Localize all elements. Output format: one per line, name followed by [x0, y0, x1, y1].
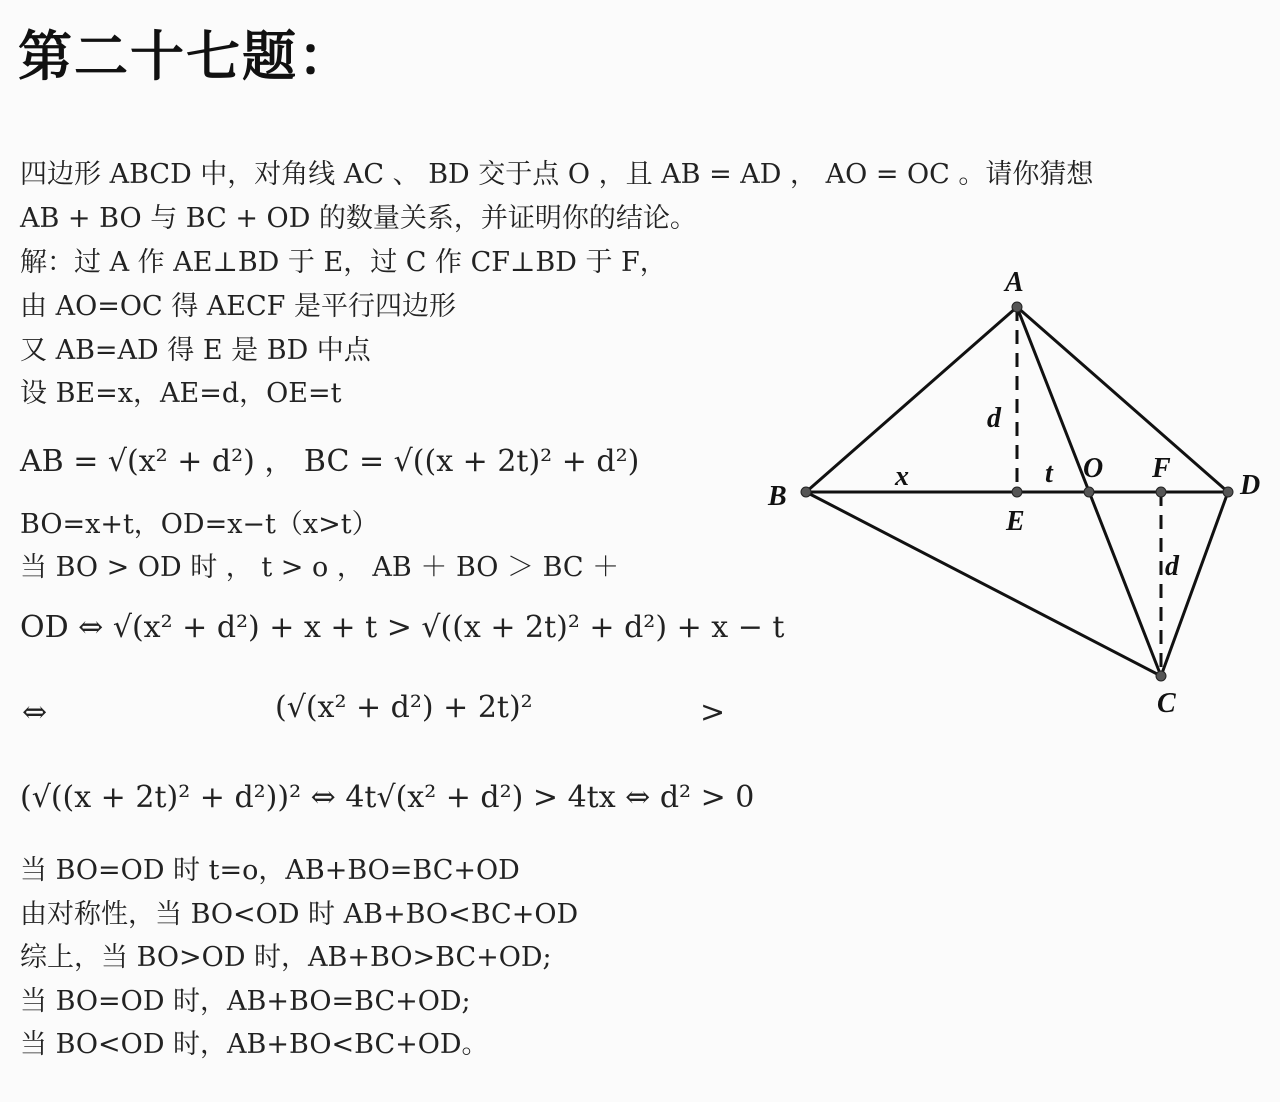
- label-x: x: [895, 461, 909, 492]
- label-f: F: [1152, 453, 1171, 484]
- solution-line-1: 解：过 A 作 AE⊥BD 于 E，过 C 作 CF⊥BD 于 F，: [20, 247, 667, 278]
- problem-title: 第二十七题：: [18, 25, 354, 88]
- point-o: [1084, 487, 1094, 497]
- solution-line-13: 综上，当 BO>OD 时，AB+BO>BC+OD;: [20, 942, 552, 973]
- solution-line-11: 当 BO=OD 时 t=o，AB+BO=BC+OD: [20, 855, 520, 886]
- label-c: C: [1157, 688, 1176, 719]
- solution-line-12: 由对称性，当 BO<OD 时 AB+BO<BC+OD: [20, 899, 579, 930]
- label-t: t: [1045, 458, 1053, 489]
- label-a: A: [1005, 267, 1024, 298]
- segment-cd: [1161, 492, 1228, 676]
- formula-inequality-2: (√((x + 2t)² + d²))² ⇔ 4t√(x² + d²) > 4tx ⇔ d² > 0: [20, 780, 755, 815]
- segment-bc: [806, 492, 1161, 676]
- iff-symbol: ⇔: [22, 695, 48, 730]
- solution-line-14: 当 BO=OD 时，AB+BO=BC+OD;: [20, 986, 471, 1017]
- problem-line-1: 四边形 ABCD 中，对角线 AC 、 BD 交于点 O ，且 AB = AD ， AO = OC 。请你猜想: [20, 159, 1094, 190]
- formula-ab-bc: AB = √(x² + d²) ， BC = √((x + 2t)² + d²): [20, 444, 640, 479]
- solution-line-4: 设 BE=x，AE=d，OE=t: [20, 378, 342, 409]
- point-d: [1223, 487, 1233, 497]
- segment-ab: [806, 307, 1017, 492]
- point-c: [1156, 671, 1166, 681]
- point-e: [1012, 487, 1022, 497]
- solution-line-15: 当 BO<OD 时，AB+BO<BC+OD。: [20, 1029, 489, 1060]
- problem-line-2: AB + BO 与 BC + OD 的数量关系，并证明你的结论。: [20, 203, 697, 234]
- solution-line-2: 由 AO=OC 得 AECF 是平行四边形: [20, 291, 456, 322]
- greater-than-symbol: >: [700, 695, 726, 730]
- label-o: O: [1083, 453, 1104, 484]
- solution-line-6: BO=x+t，OD=x−t（x>t）: [20, 509, 379, 540]
- point-f: [1156, 487, 1166, 497]
- label-d-upper: d: [987, 403, 1001, 434]
- point-b: [801, 487, 811, 497]
- formula-inequality-1: OD ⇔ √(x² + d²) + x + t > √((x + 2t)² + d²) + x − t: [20, 610, 785, 645]
- solution-line-3: 又 AB=AD 得 E 是 BD 中点: [20, 335, 371, 366]
- formula-square-left: (√(x² + d²) + 2t)²: [275, 690, 533, 725]
- solution-line-7: 当 BO > OD 时 ， t > o ， AB ＋ BO ＞ BC ＋: [20, 552, 620, 583]
- label-b: B: [768, 481, 787, 512]
- geometry-figure: [760, 262, 1270, 732]
- label-e: E: [1006, 506, 1025, 537]
- point-a: [1012, 302, 1022, 312]
- label-d-lower: d: [1165, 551, 1179, 582]
- label-d: D: [1240, 470, 1261, 501]
